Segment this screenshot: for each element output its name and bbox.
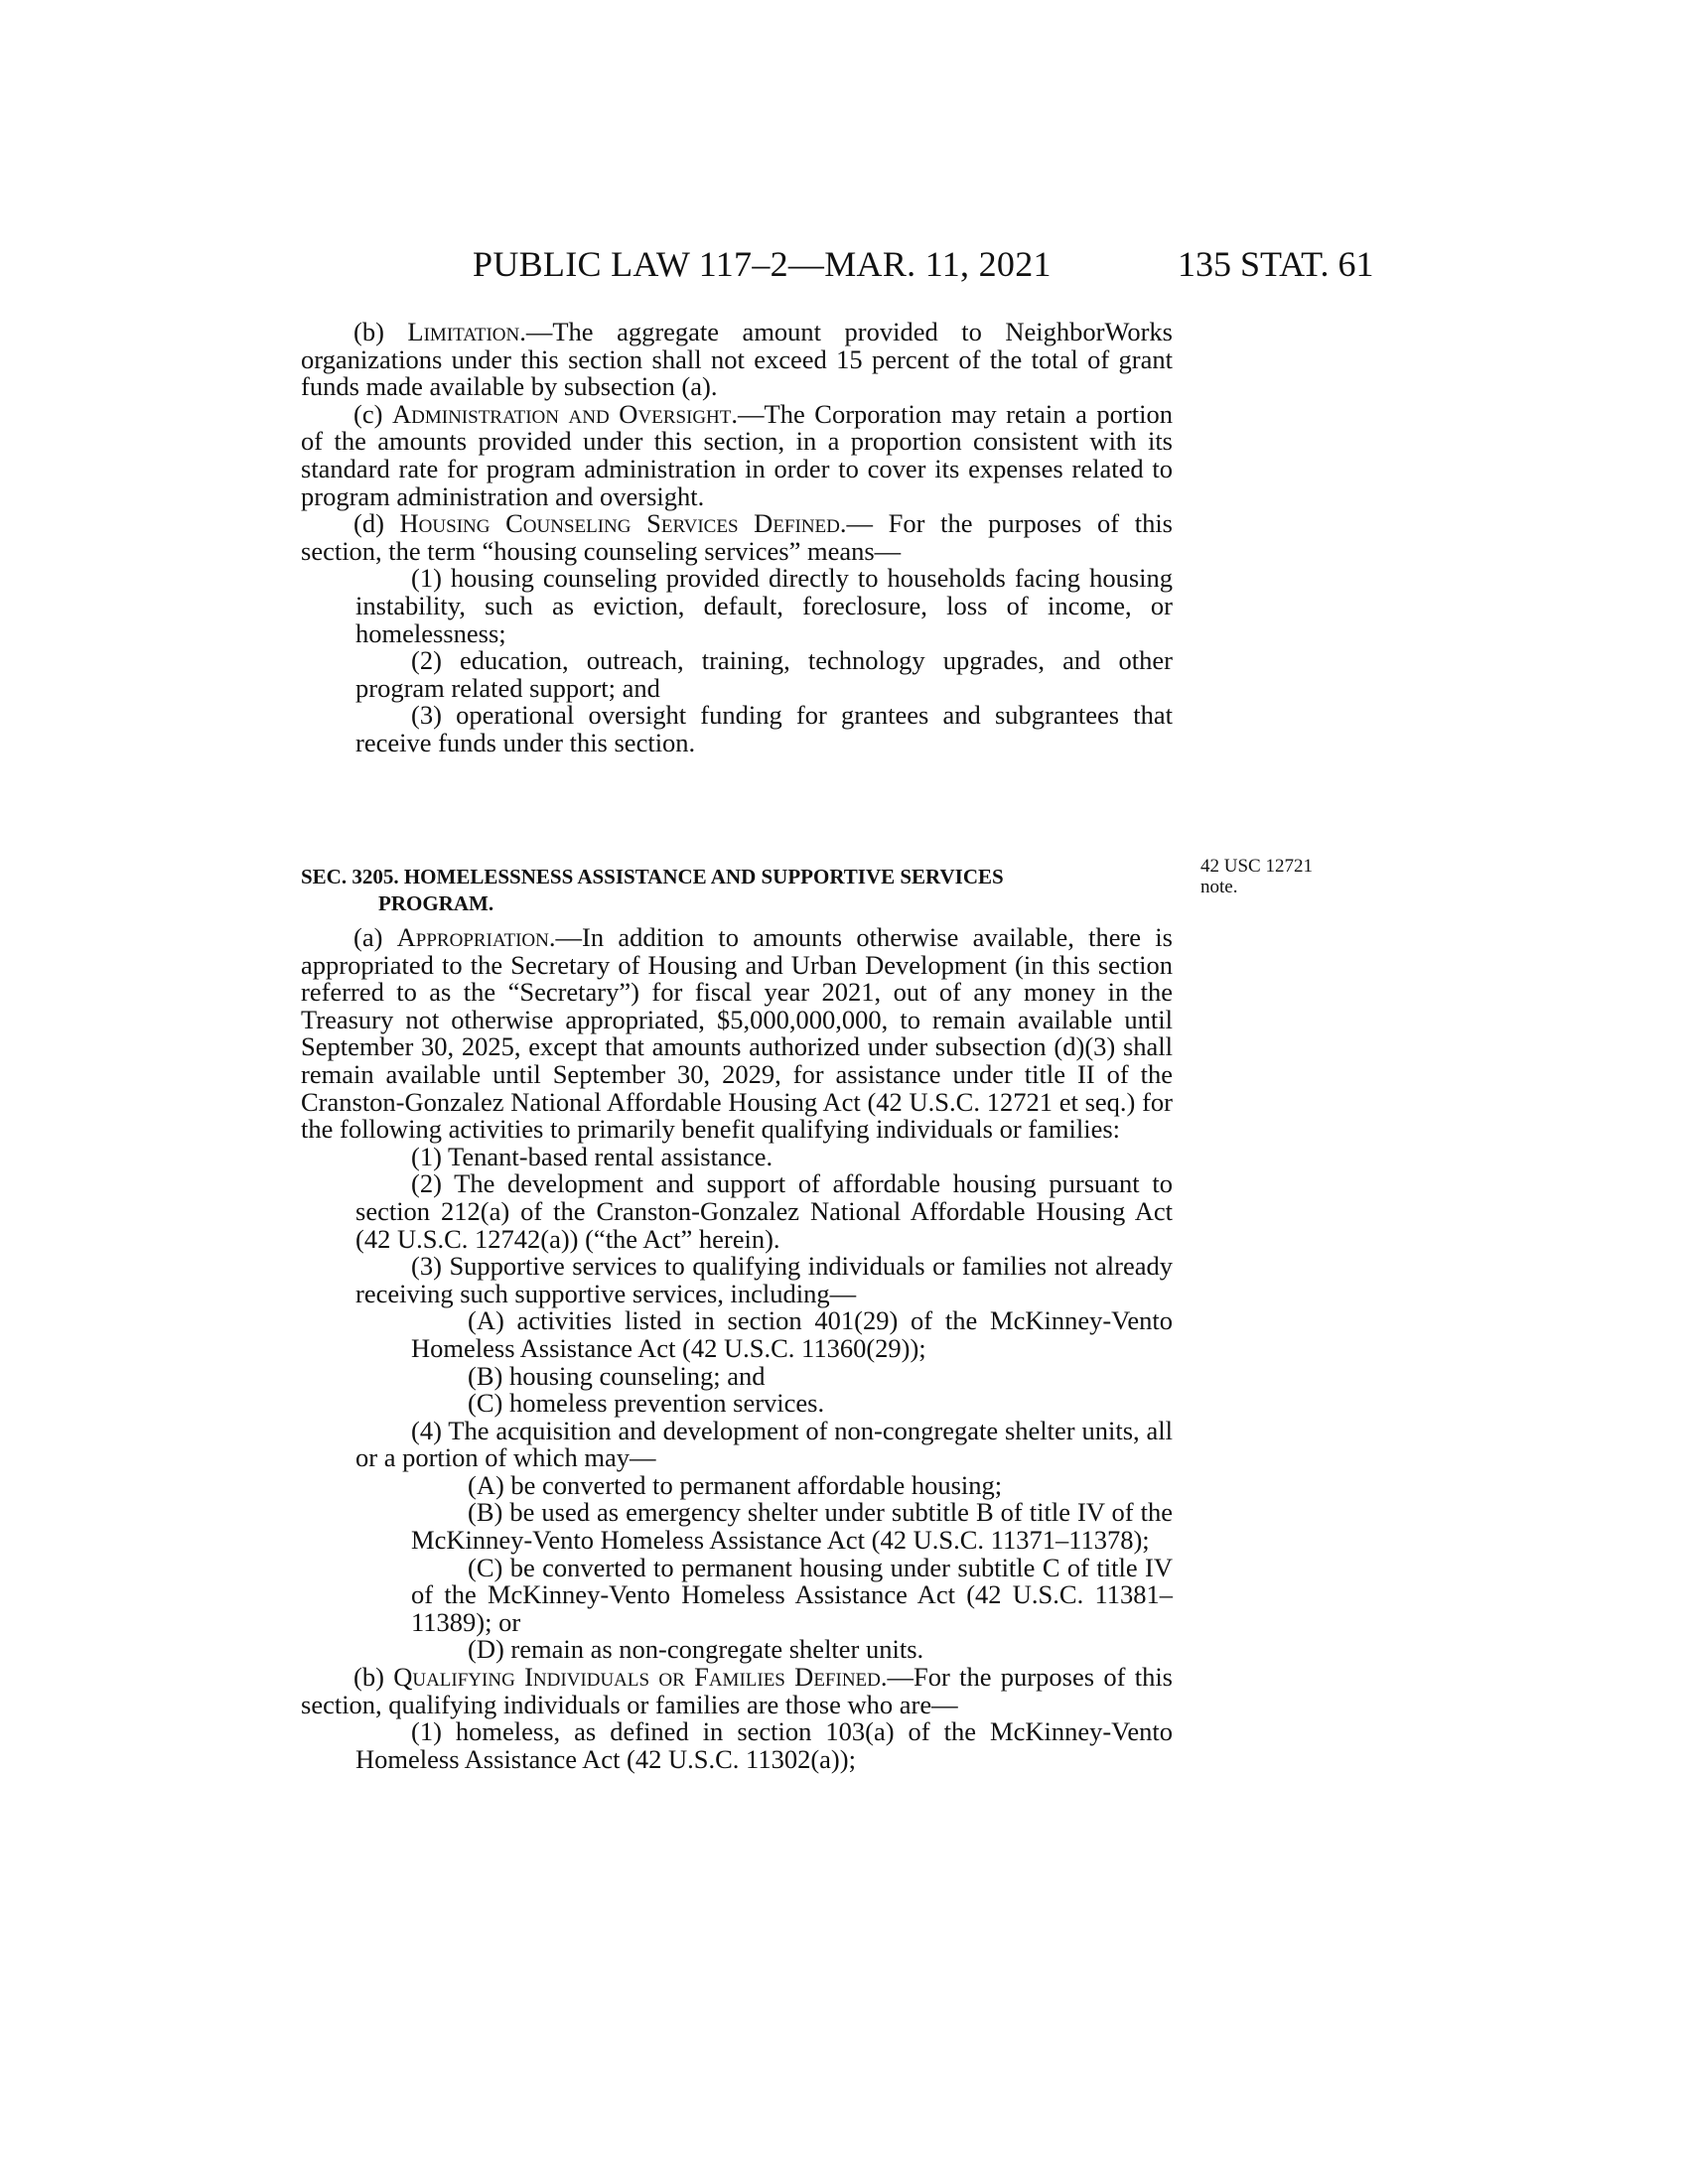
body-text-section-3205 [301,924,1173,1773]
list-item: (3) operational oversight funding for grantees and subgrantees that receive funds under this section. [355,700,1173,757]
paragraph-heading: Limitation [407,317,520,346]
section-heading [301,864,1173,917]
list-item: (3) Supportive services to qualifying individuals or families not already receiving such supportive services, including— [355,1251,1173,1308]
margin-note-line: 42 USC 12721 [1200,856,1313,877]
list-item: (1) Tenant-based rental assistance. [411,1141,774,1171]
list-subitem: (A) be converted to permanent affordable housing; [468,1469,1003,1500]
list-item: (4) The acquisition and development of non-congregate shelter units, all or a portion of which may— [355,1415,1173,1473]
list-item: (2) education, outreach, training, technology upgrades, and other program related support; and [355,645,1173,703]
paragraph-a-appropriation: (a) Appropriation.—In addition to amounts otherwise available, there is appropriated to the Secretary of Housing and Urban Development (in this section referred to as the “Secretary”) for fiscal year 2021, out of any money in the Treasury not otherwise appropriated, $5,000,000,000, to remain available until September 30, 2025, except that amounts authorized under subsection (d)(3) shall remain available until September 30, 2029, for assistance under title II of the Cranston-Gonzalez National Affordable Housing Act (42 U.S.C. 12721 et seq.) for the following activities to primarily benefit qualifying individuals or families: [301,922,1173,1145]
section-heading-line: PROGRAM. [378,891,494,915]
page-number: 135 STAT. 61 [1178,244,1374,284]
paragraph-c-administration: (c) Administration and Oversight.—The Corporation may retain a portion of the amounts provided under this section, in a proportion consistent with its standard rate for program administration in order to cover its expenses related to program administration and oversight. [301,398,1173,511]
paragraph-d-definition: (d) Housing Counseling Services Defined.— For the purposes of this section, the term “housing counseling services” means— [301,508,1173,566]
list-subitem: (C) homeless prevention services. [468,1388,825,1419]
paragraph-b-qualifying: (b) Qualifying Individuals or Families Defined.—For the purposes of this section, qualifying individuals or families are those who are— [301,1662,1173,1719]
list-subitem: (B) housing counseling; and [468,1360,766,1391]
paragraph-b-limitation: (b) Limitation.—The aggregate amount provided to NeighborWorks organizations under this section shall not exceed 15 percent of the total of grant funds made available by subsection (a). [301,317,1173,402]
paragraph-heading: Housing Counseling Services Defined [399,508,840,539]
paragraph-heading: Qualifying Individuals or Families Defined [393,1662,881,1693]
list-item: (1) homeless, as defined in section 103(a) of the McKinney-Vento Homeless Assistance Act (42 U.S.C. 11302(a)); [355,1716,1173,1774]
paragraph-heading: Administration and Oversight [392,398,732,429]
list-item: (1) housing counseling provided directly to households facing housing instability, such as eviction, default, foreclosure, loss of income, or homelessness; [355,563,1173,648]
section-heading-line: SEC. 3205. HOMELESSNESS ASSISTANCE AND SUPPORTIVE SERVICES [301,865,1004,888]
margin-note-line: note. [1200,877,1238,897]
list-subitem: (C) be converted to permanent housing under subtitle C of title IV of the McKinney-Vento Homeless Assistance Act (42 U.S.C. 11381–11389); or [411,1552,1173,1637]
list-subitem: (D) remain as non-congregate shelter units. [468,1634,924,1665]
list-item: (2) The development and support of affordable housing pursuant to section 212(a) of the Cranston-Gonzalez National Affordable Housing Act (42 U.S.C. 12742(a)) (“the Act” herein). [355,1168,1173,1254]
body-text-section-3204 [301,319,1173,757]
list-subitem: (A) activities listed in section 401(29) of the McKinney-Vento Homeless Assistance Act (42 U.S.C. 11360(29)); [411,1305,1173,1363]
running-header-title: PUBLIC LAW 117–2—MAR. 11, 2021 [473,244,1052,284]
list-subitem: (B) be used as emergency shelter under subtitle B of title IV of the McKinney-Vento Homeless Assistance Act (42 U.S.C. 11371–11378); [411,1497,1173,1556]
margin-citation-note [1200,856,1349,897]
paragraph-heading: Appropriation [396,922,549,952]
